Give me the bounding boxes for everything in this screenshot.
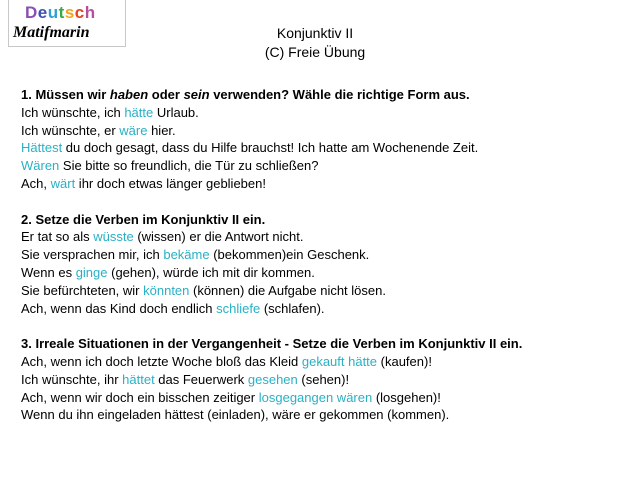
line-text: Ich wünschte, er <box>21 122 120 138</box>
exercise-line <box>21 122 631 140</box>
exercise-line <box>21 353 631 371</box>
answer-text: bekäme <box>163 247 210 263</box>
answer-text: Hättest <box>21 140 63 156</box>
logo-letter: s <box>64 3 75 22</box>
answer-text: hättet <box>122 371 155 387</box>
exercise-line <box>21 389 631 407</box>
line-text: (können) die Aufgabe nicht lösen. <box>189 282 386 298</box>
answer-text: gesehen <box>247 371 298 387</box>
exercise-heading <box>21 335 631 353</box>
line-text: 1. Müssen wir <box>21 87 110 102</box>
line-text: Er tat so als <box>21 229 94 245</box>
line-text: ihr doch etwas länger geblieben! <box>75 175 266 191</box>
answer-text: wärt <box>50 175 76 191</box>
answer-text: gekauft hätte <box>301 353 378 369</box>
exercise-line <box>21 282 631 300</box>
answer-text: losgegangen wären <box>258 389 373 405</box>
line-text: (losgehen)! <box>372 389 441 405</box>
exercise-line <box>21 264 631 282</box>
line-text: haben <box>109 87 149 102</box>
line-text: oder <box>148 87 184 102</box>
line-text: Urlaub. <box>153 104 199 120</box>
line-text: du doch gesagt, dass du Hilfe brauchst! Ich hatte am Wochenende Zeit. <box>62 140 479 156</box>
page-subtitle: (C) Freie Übung <box>264 44 366 60</box>
answer-text: schliefe <box>216 300 261 316</box>
exercise-line <box>21 406 631 424</box>
line-text: (gehen), würde ich mit dir kommen. <box>107 264 315 280</box>
line-text: (schlafen). <box>260 300 325 316</box>
answer-text: ginge <box>75 264 108 280</box>
logo-letter: e <box>37 3 48 22</box>
line-text: Wenn du ihn eingeladen hättest (einladen), wäre er gekommen (kommen). <box>21 407 450 423</box>
line-text: (wissen) er die Antwort nicht. <box>133 229 304 245</box>
exercise-content <box>21 86 631 424</box>
answer-text: Wären <box>21 158 60 174</box>
exercise-line <box>21 157 631 175</box>
exercise-line <box>21 175 631 193</box>
spacer <box>21 317 631 335</box>
line-text: verwenden? Wähle die richtige Form aus. <box>209 87 470 102</box>
exercise-line <box>21 300 631 318</box>
line-text: Sie befürchteten, wir <box>21 282 144 298</box>
answer-text: wäre <box>119 122 148 138</box>
logo-letter: u <box>47 3 59 22</box>
spacer <box>21 193 631 211</box>
exercise-line <box>21 139 631 157</box>
line-text: Ach, <box>21 175 51 191</box>
line-text: Ich wünschte, ihr <box>21 371 123 387</box>
exercise-line <box>21 371 631 389</box>
line-text: Ach, wenn ich doch letzte Woche bloß das Kleid <box>21 353 302 369</box>
exercise-heading <box>21 211 631 229</box>
line-text: 2. Setze die Verben im Konjunktiv II ein. <box>21 211 266 227</box>
logo-wordmark <box>25 3 96 23</box>
logo-subtitle: Matifmarin <box>13 24 90 41</box>
exercise-line <box>21 246 631 264</box>
logo-letter: D <box>25 3 38 22</box>
page-title: Konjunktiv II <box>276 25 354 41</box>
line-text: sein <box>183 87 210 102</box>
line-text: (sehen)! <box>297 371 350 387</box>
logo-letter: c <box>74 3 85 22</box>
line-text: 3. Irreale Situationen in der Vergangenheit - Setze die Verben im Konjunktiv II ein. <box>21 336 523 352</box>
line-text: Sie bitte so freundlich, die Tür zu schließen? <box>59 158 319 174</box>
line-text: (kaufen)! <box>377 353 432 369</box>
line-text: hier. <box>147 122 176 138</box>
logo <box>8 0 126 47</box>
exercise-heading <box>21 86 631 104</box>
logo-letter: t <box>58 3 65 22</box>
line-text: Wenn es <box>21 264 76 280</box>
line-text: Ich wünschte, ich <box>21 104 125 120</box>
answer-text: wüsste <box>93 229 134 245</box>
exercise-line <box>21 228 631 246</box>
line-text: Sie versprachen mir, ich <box>21 247 164 263</box>
line-text: Ach, wenn das Kind doch endlich <box>21 300 217 316</box>
logo-letter: h <box>84 3 96 22</box>
answer-text: hätte <box>124 104 154 120</box>
exercise-line <box>21 104 631 122</box>
line-text: Ach, wenn wir doch ein bisschen zeitiger <box>21 389 259 405</box>
line-text: (bekommen)ein Geschenk. <box>209 247 370 263</box>
answer-text: könnten <box>143 282 190 298</box>
line-text: das Feuerwerk <box>154 371 248 387</box>
